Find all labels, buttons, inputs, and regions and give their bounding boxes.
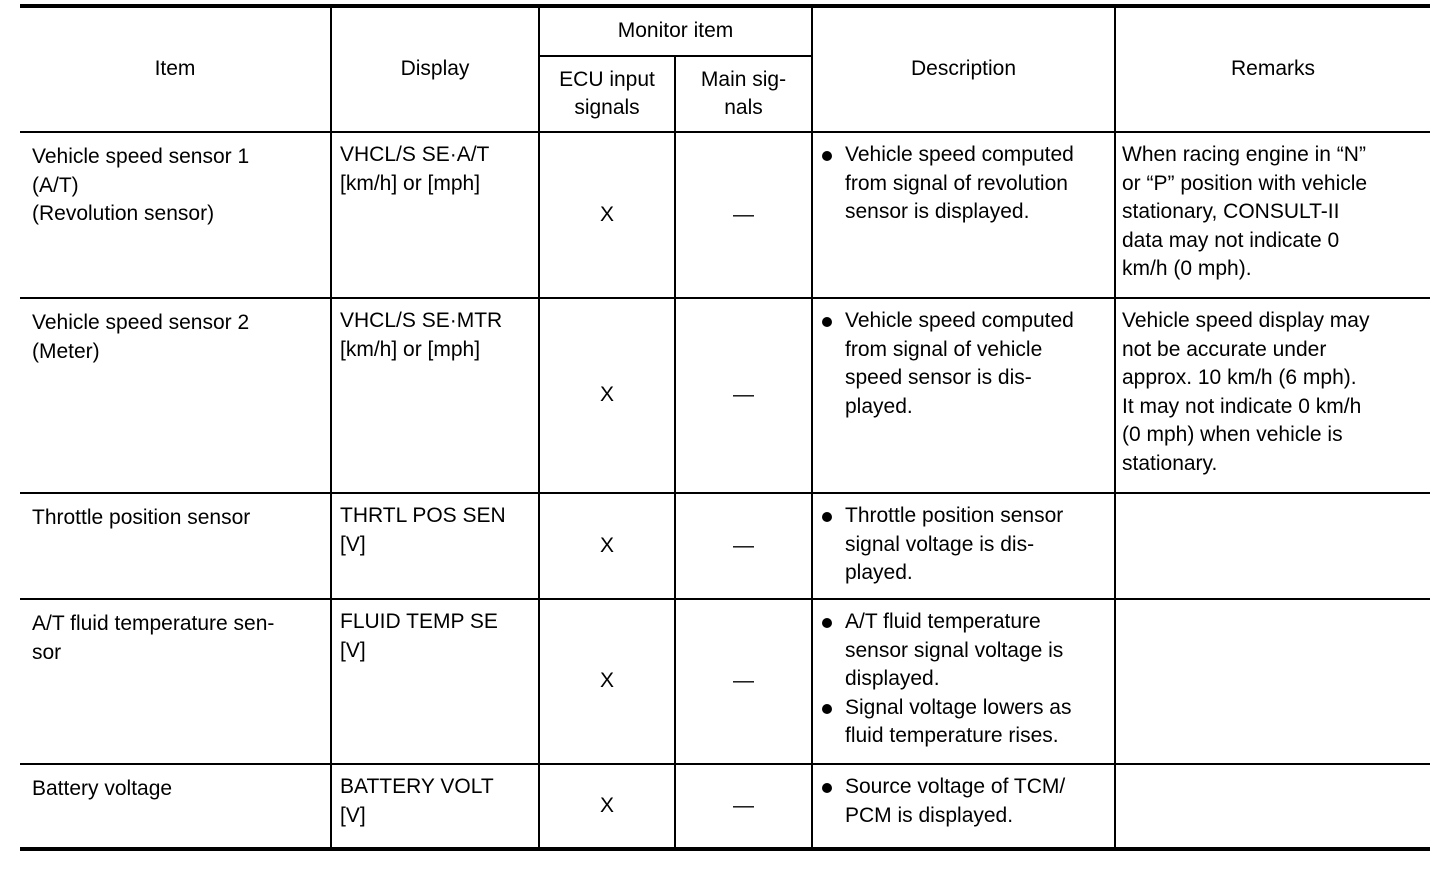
bullet-dot-icon [822, 783, 832, 793]
bullet-dot-icon [822, 512, 832, 522]
description-bullet [819, 608, 1110, 694]
ecu-input-mark: X [539, 298, 675, 493]
display-cell-line: VHCL/S SE·MTR [340, 309, 503, 332]
remarks-cell-line: (0 mph) when vehicle is [1122, 423, 1343, 446]
item-cell-line: (Revolution sensor) [32, 202, 215, 225]
description-cell [812, 764, 1115, 849]
display-cell [331, 298, 539, 493]
header-ecu-input-signals [539, 56, 675, 132]
display-cell-line: BATTERY VOLT [340, 775, 494, 798]
description-line: Vehicle speed computed [845, 143, 1074, 166]
display-cell [331, 599, 539, 764]
ecu-input-mark: X [539, 599, 675, 764]
table-row [20, 599, 1430, 764]
main-signal-mark: — [675, 599, 812, 764]
main-signal-mark: — [675, 493, 812, 599]
description-bullets [819, 773, 1110, 830]
description-cell [812, 132, 1115, 298]
remarks-cell [1115, 493, 1430, 599]
table-row [20, 298, 1430, 493]
description-line: from signal of vehicle [845, 337, 1043, 361]
description-bullets [819, 141, 1110, 227]
description-bullets [819, 608, 1110, 751]
item-cell-line: Vehicle speed sensor 1 [32, 145, 250, 168]
main-signal-mark: — [675, 764, 812, 849]
description-line: speed sensor is dis- [845, 366, 1032, 389]
remarks-cell-line: stationary. [1122, 451, 1218, 475]
header-main-line-2: nals [724, 96, 763, 119]
header-item: Item [20, 6, 331, 132]
description-line: from signal of revolution [845, 171, 1068, 195]
description-line: PCM is displayed. [845, 803, 1014, 827]
item-cell [20, 132, 331, 298]
description-bullets [819, 502, 1110, 588]
item-cell-line: Battery voltage [32, 777, 173, 800]
remarks-cell-line: Vehicle speed display may [1122, 309, 1370, 332]
header-ecu-line-1: ECU input [559, 67, 655, 91]
header-ecu-line-2: signals [574, 96, 640, 119]
item-cell-line: (A/T) [32, 173, 79, 197]
bullet-dot-icon [822, 151, 832, 161]
description-line: Vehicle speed computed [845, 309, 1074, 332]
description-line: sensor signal voltage is [845, 638, 1064, 662]
item-cell [20, 764, 331, 849]
remarks-cell-line: or “P” position with vehicle [1122, 171, 1368, 195]
display-cell-line: [km/h] or [mph] [340, 337, 481, 361]
display-cell-line: [V] [340, 532, 366, 556]
description-bullet [819, 694, 1110, 751]
display-cell-line: VHCL/S SE·A/T [340, 143, 490, 166]
ecu-input-mark: X [539, 764, 675, 849]
remarks-cell-line: km/h (0 mph). [1122, 257, 1252, 280]
main-signal-mark: — [675, 132, 812, 298]
header-description: Description [812, 6, 1115, 132]
remarks-cell-line: not be accurate under [1122, 337, 1327, 361]
description-line: signal voltage is dis- [845, 532, 1035, 556]
description-bullet [819, 307, 1110, 421]
header-monitor-item: Monitor item [539, 6, 812, 56]
table-row [20, 132, 1430, 298]
remarks-cell [1115, 132, 1430, 298]
remarks-cell-line: It may not indicate 0 km/h [1122, 394, 1362, 418]
item-cell-line: (Meter) [32, 339, 100, 363]
table-row [20, 493, 1430, 599]
description-line: sensor is displayed. [845, 200, 1030, 223]
display-cell-line: [km/h] or [mph] [340, 171, 481, 195]
remarks-cell-line: data may not indicate 0 [1122, 228, 1340, 252]
description-line: displayed. [845, 667, 940, 690]
display-cell-line: THRTL POS SEN [340, 504, 506, 527]
description-line: played. [845, 561, 913, 584]
description-bullet [819, 502, 1110, 588]
consult-monitor-table-document [20, 4, 1430, 851]
bullet-dot-icon [822, 704, 832, 714]
description-line: Signal voltage lowers as [845, 695, 1072, 719]
item-cell-line: A/T fluid temperature sen- [32, 612, 275, 635]
description-line: A/T fluid temperature [845, 610, 1041, 633]
table-row [20, 764, 1430, 849]
item-cell [20, 298, 331, 493]
table-header [20, 6, 1430, 132]
remarks-cell-line: approx. 10 km/h (6 mph). [1122, 366, 1357, 389]
description-bullet [819, 773, 1110, 830]
main-signal-mark: — [675, 298, 812, 493]
monitor-item-table [20, 4, 1430, 851]
description-bullets [819, 307, 1110, 421]
bullet-dot-icon [822, 317, 832, 327]
remarks-cell [1115, 764, 1430, 849]
description-line: Throttle position sensor [845, 504, 1064, 527]
ecu-input-mark: X [539, 493, 675, 599]
header-main-signals [675, 56, 812, 132]
description-line: Source voltage of TCM/ [845, 775, 1066, 798]
header-display: Display [331, 6, 539, 132]
display-cell [331, 132, 539, 298]
display-cell-line: [V] [340, 638, 366, 662]
item-cell [20, 493, 331, 599]
description-bullet [819, 141, 1110, 227]
description-cell [812, 298, 1115, 493]
header-main-line-1: Main sig- [700, 67, 787, 91]
remarks-cell-line: stationary, CONSULT-II [1122, 200, 1340, 223]
display-cell-line: FLUID TEMP SE [340, 610, 498, 633]
item-cell-line: Throttle position sensor [32, 506, 251, 529]
remarks-cell [1115, 298, 1430, 493]
remarks-cell [1115, 599, 1430, 764]
remarks-cell-line: When racing engine in “N” [1122, 143, 1366, 166]
item-cell-line: Vehicle speed sensor 2 [32, 311, 250, 334]
header-remarks: Remarks [1115, 6, 1430, 132]
ecu-input-mark: X [539, 132, 675, 298]
item-cell-line: sor [32, 640, 62, 664]
description-line: played. [845, 394, 913, 418]
description-line: fluid temperature rises. [845, 724, 1059, 747]
description-cell [812, 493, 1115, 599]
description-cell [812, 599, 1115, 764]
display-cell [331, 493, 539, 599]
display-cell-line: [V] [340, 803, 366, 827]
bullet-dot-icon [822, 618, 832, 628]
item-cell [20, 599, 331, 764]
table-body [20, 132, 1430, 849]
display-cell [331, 764, 539, 849]
